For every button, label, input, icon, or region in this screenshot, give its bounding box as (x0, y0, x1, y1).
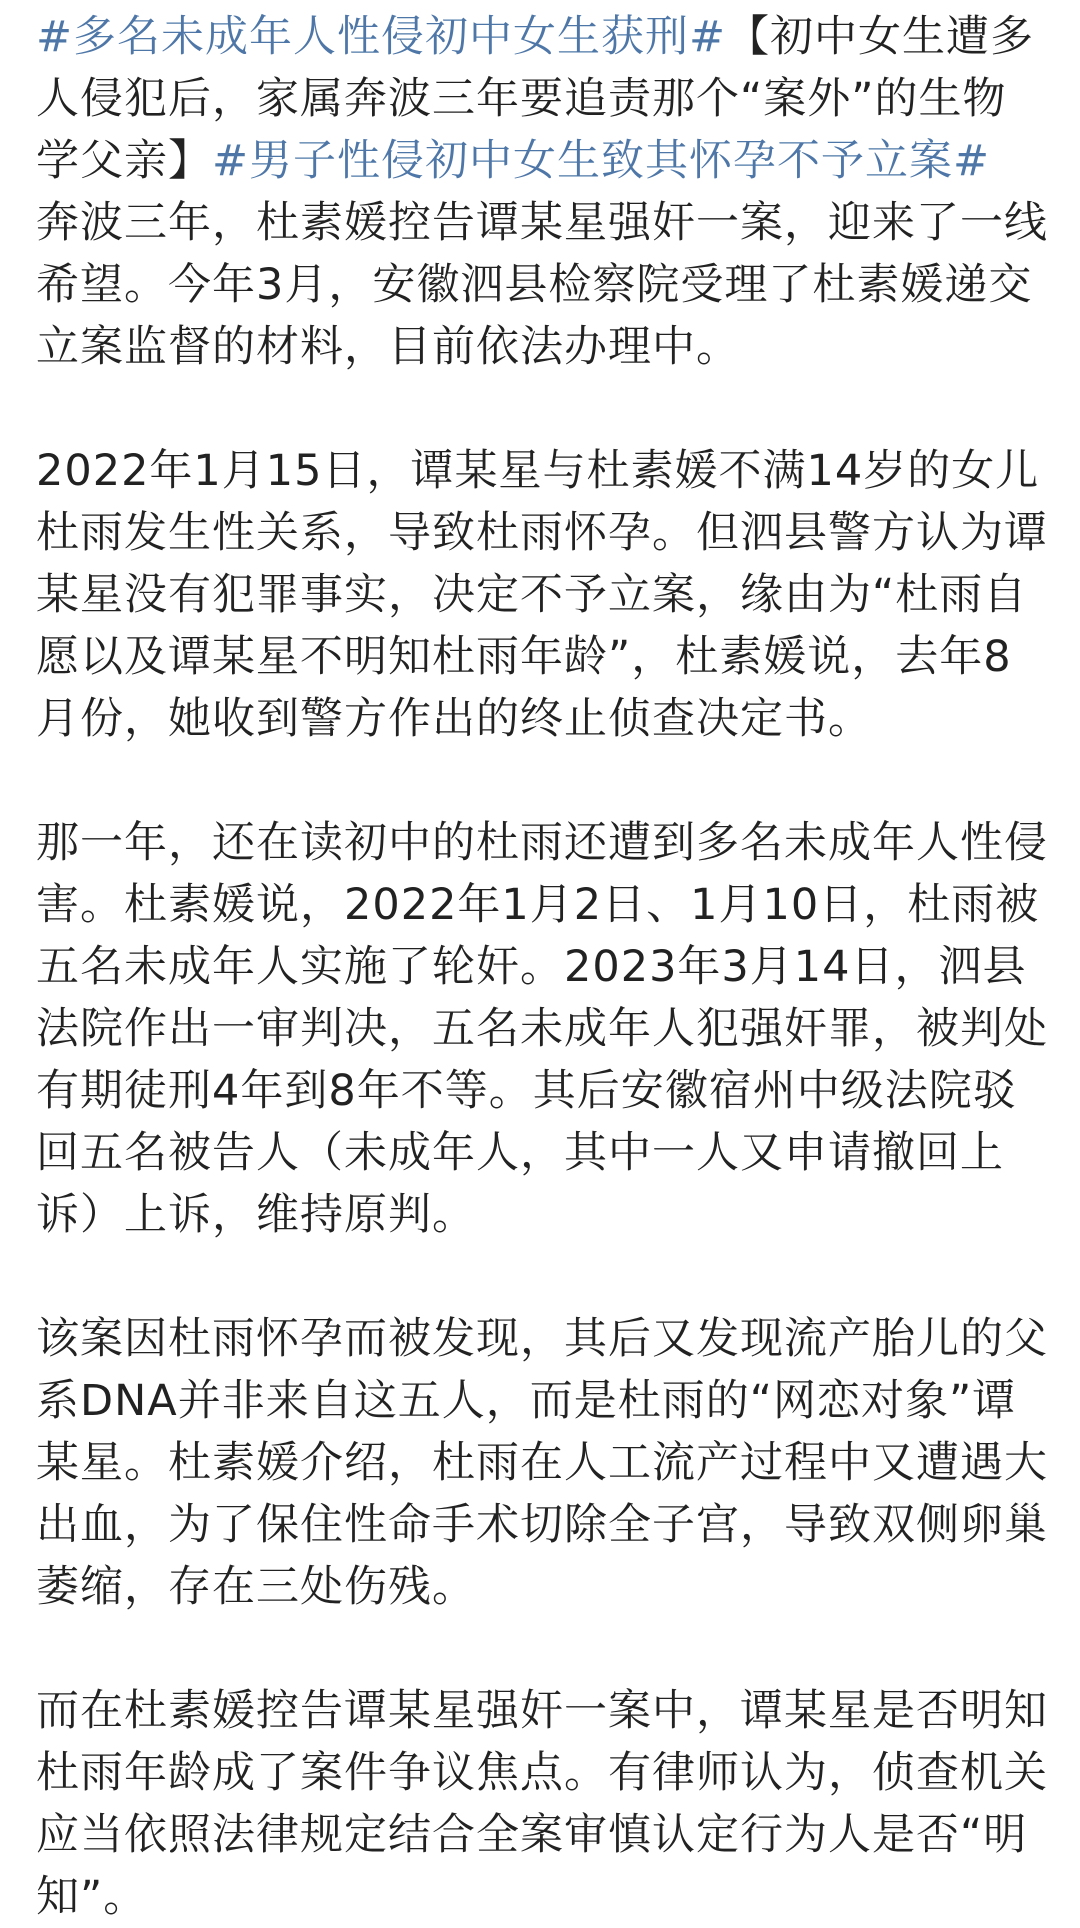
post-paragraph-3: 那一年，还在读初中的杜雨还遭到多名未成年人性侵害。杜素媛说，2022年1月2日、1月10日，杜雨被五名未成年人实施了轮奸。2023年3月14日，泗县法院作出一审判决，五名未成年人犯强奸罪，被判处有期徒刑4年到8年不等。其后安徽宿州中级法院驳回五名被告人（未成年人，其中一人又申请撤回上诉）上诉，维持原判。 (36, 818, 1048, 1240)
topic-link-2[interactable]: #男子性侵初中女生致其怀孕不予立案# (212, 136, 991, 186)
post-paragraph-4: 该案因杜雨怀孕而被发现，其后又发现流产胎儿的父系DNA并非来自这五人，而是杜雨的“网恋对象”谭某星。杜素媛介绍，杜雨在人工流产过程中又遭遇大出血，为了保住性命手术切除全子宫，导致双侧卵巢萎缩，存在三处伤残。 (36, 1314, 1048, 1612)
topic-link-1[interactable]: #多名未成年人性侵初中女生获刑# (36, 12, 727, 62)
post-body (36, 6, 1048, 1928)
post-headline: 【初中女生遭多人侵犯后，家属奔波三年要追责那个“案外”的生物学父亲】 (36, 12, 1035, 186)
post-paragraph-1-text: 奔波三年，杜素媛控告谭某星强奸一案，迎来了一线希望。今年3月，安徽泗县检察院受理了杜素媛递交立案监督的材料，目前依法办理中。 (36, 198, 1048, 372)
post-paragraph-2: 2022年1月15日，谭某星与杜素媛不满14岁的女儿杜雨发生性关系，导致杜雨怀孕。但泗县警方认为谭某星没有犯罪事实，决定不予立案，缘由为“杜雨自愿以及谭某星不明知杜雨年龄”，杜素媛说，去年8月份，她收到警方作出的终止侦查决定书。 (36, 446, 1048, 744)
post-paragraph-1 (36, 6, 1048, 378)
post-paragraph-5: 而在杜素媛控告谭某星强奸一案中，谭某星是否明知杜雨年龄成了案件争议焦点。有律师认为，侦查机关应当依照法律规定结合全案审慎认定行为人是否“明知”。 (36, 1686, 1048, 1922)
